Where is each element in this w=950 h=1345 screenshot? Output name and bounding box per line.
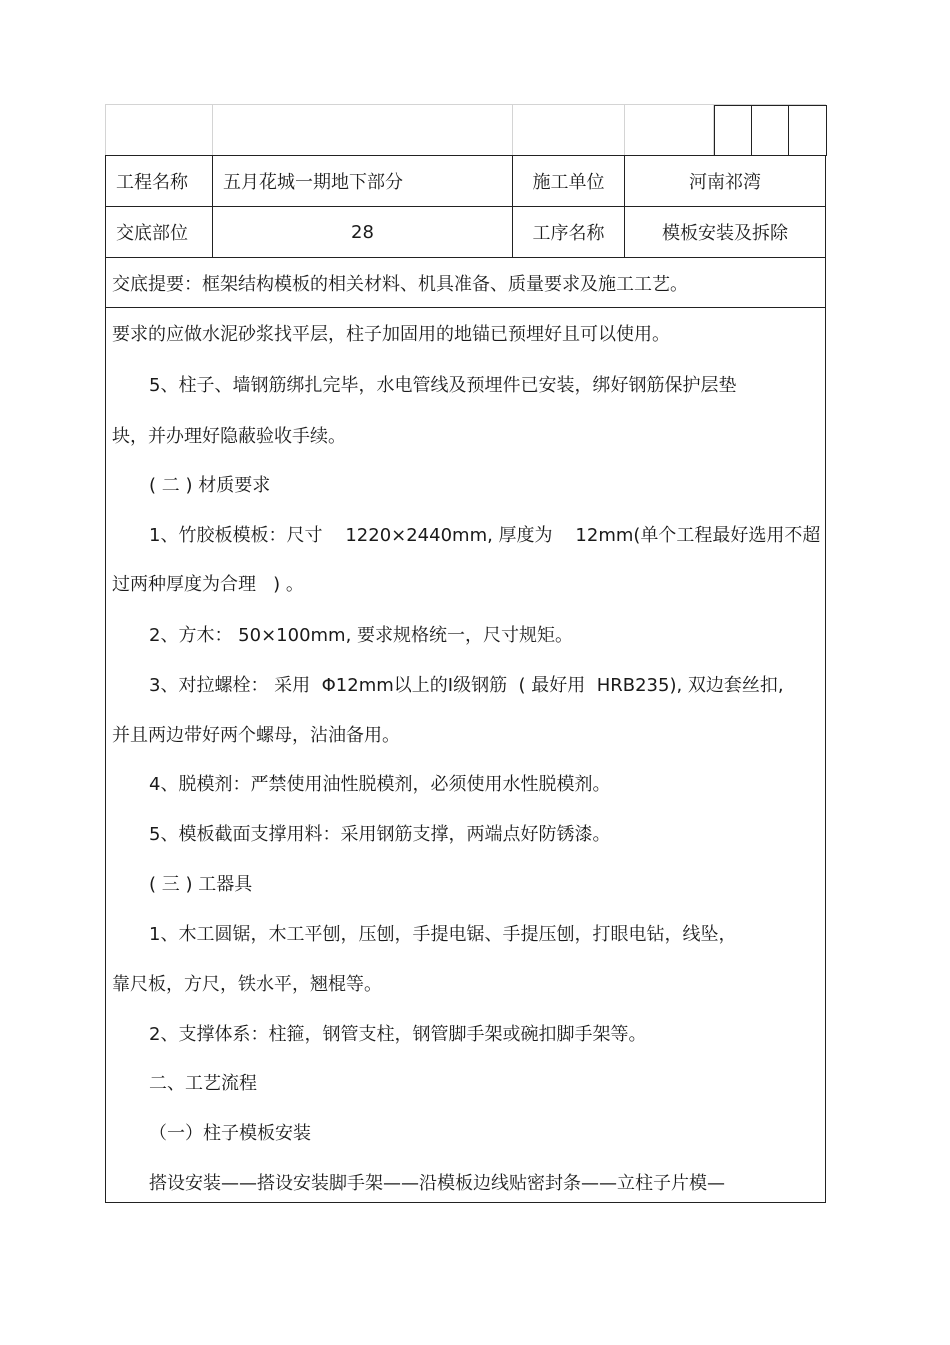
- blank-cell-1: [106, 105, 213, 155]
- body-line: 5、柱子、墙钢筋绑扎完毕，水电管线及预埋件已安装，绑好钢筋保护层垫: [149, 375, 737, 396]
- project-name-value: 五月花城一期地下部分: [213, 156, 513, 206]
- process-name-label: 工序名称: [513, 207, 625, 257]
- construction-unit-value: 河南祁湾: [689, 172, 761, 193]
- body-line: 搭设安装——搭设安装脚手架——沿模板边线贴密封条——立柱子片模—: [149, 1173, 725, 1194]
- body-line: 2、支撑体系：柱箍，钢管支柱，钢管脚手架或碗扣脚手架等。: [149, 1024, 647, 1045]
- location-label: 交底部位: [106, 207, 213, 257]
- body-line: 1、木工圆锯，木工平刨，压刨，手提电锯、手提压刨，打眼电钻，线坠，: [149, 924, 737, 945]
- section-heading: （一）柱子模板安装: [149, 1123, 311, 1144]
- summary-text: 交底提要：框架结构模板的相关材料、机具准备、质量要求及施工工艺。: [112, 273, 688, 295]
- body-line: 靠尺板，方尺，铁水平，翘棍等。: [112, 974, 382, 995]
- blank-cell-2: [213, 105, 513, 155]
- body-line: 1、竹胶板模板：尺寸 1220×2440mm, 厚度为 12mm(单个工程最好选用不超: [149, 525, 821, 546]
- body-line: 过两种厚度为合理 ) 。: [112, 574, 304, 595]
- body-line: 5、模板截面支撑用料：采用钢筋支撑，两端点好防锈漆。: [149, 824, 611, 845]
- project-row: [105, 155, 826, 206]
- body-content: [105, 308, 826, 1203]
- location-row: [105, 206, 826, 257]
- document-page: [105, 104, 826, 1203]
- blank-cell-4: [625, 105, 714, 155]
- checkbox-square-2: [751, 105, 788, 156]
- section-heading: 二、工艺流程: [149, 1073, 257, 1094]
- body-line: 要求的应做水泥砂浆找平层，柱子加固用的地锚已预埋好且可以使用。: [112, 324, 670, 345]
- body-line: 并且两边带好两个螺母，沾油备用。: [112, 725, 400, 746]
- body-line: 2、方木： 50×100mm, 要求规格统一，尺寸规矩。: [149, 625, 574, 646]
- process-name-value: 模板安装及拆除: [662, 223, 788, 244]
- location-value: 28: [213, 207, 513, 257]
- blank-cell-3: [513, 105, 625, 155]
- project-name-label: 工程名称: [106, 156, 213, 206]
- summary-row: [105, 257, 826, 308]
- body-line: 3、对拉螺栓： 采用 Φ12mm以上的Ⅰ级钢筋 ( 最好用 HRB235), 双边套丝扣,: [149, 675, 784, 696]
- blank-header-row: [105, 104, 826, 155]
- checkbox-square-1: [714, 105, 751, 156]
- checkbox-square-3: [788, 105, 827, 156]
- body-line: 4、脱模剂：严禁使用油性脱模剂，必须使用水性脱模剂。: [149, 774, 611, 795]
- construction-unit-label: 施工单位: [513, 156, 625, 206]
- section-heading: ( 三 ) 工器具: [149, 874, 253, 895]
- section-heading: ( 二 ) 材质要求: [149, 475, 271, 496]
- body-line: 块，并办理好隐蔽验收手续。: [112, 426, 346, 447]
